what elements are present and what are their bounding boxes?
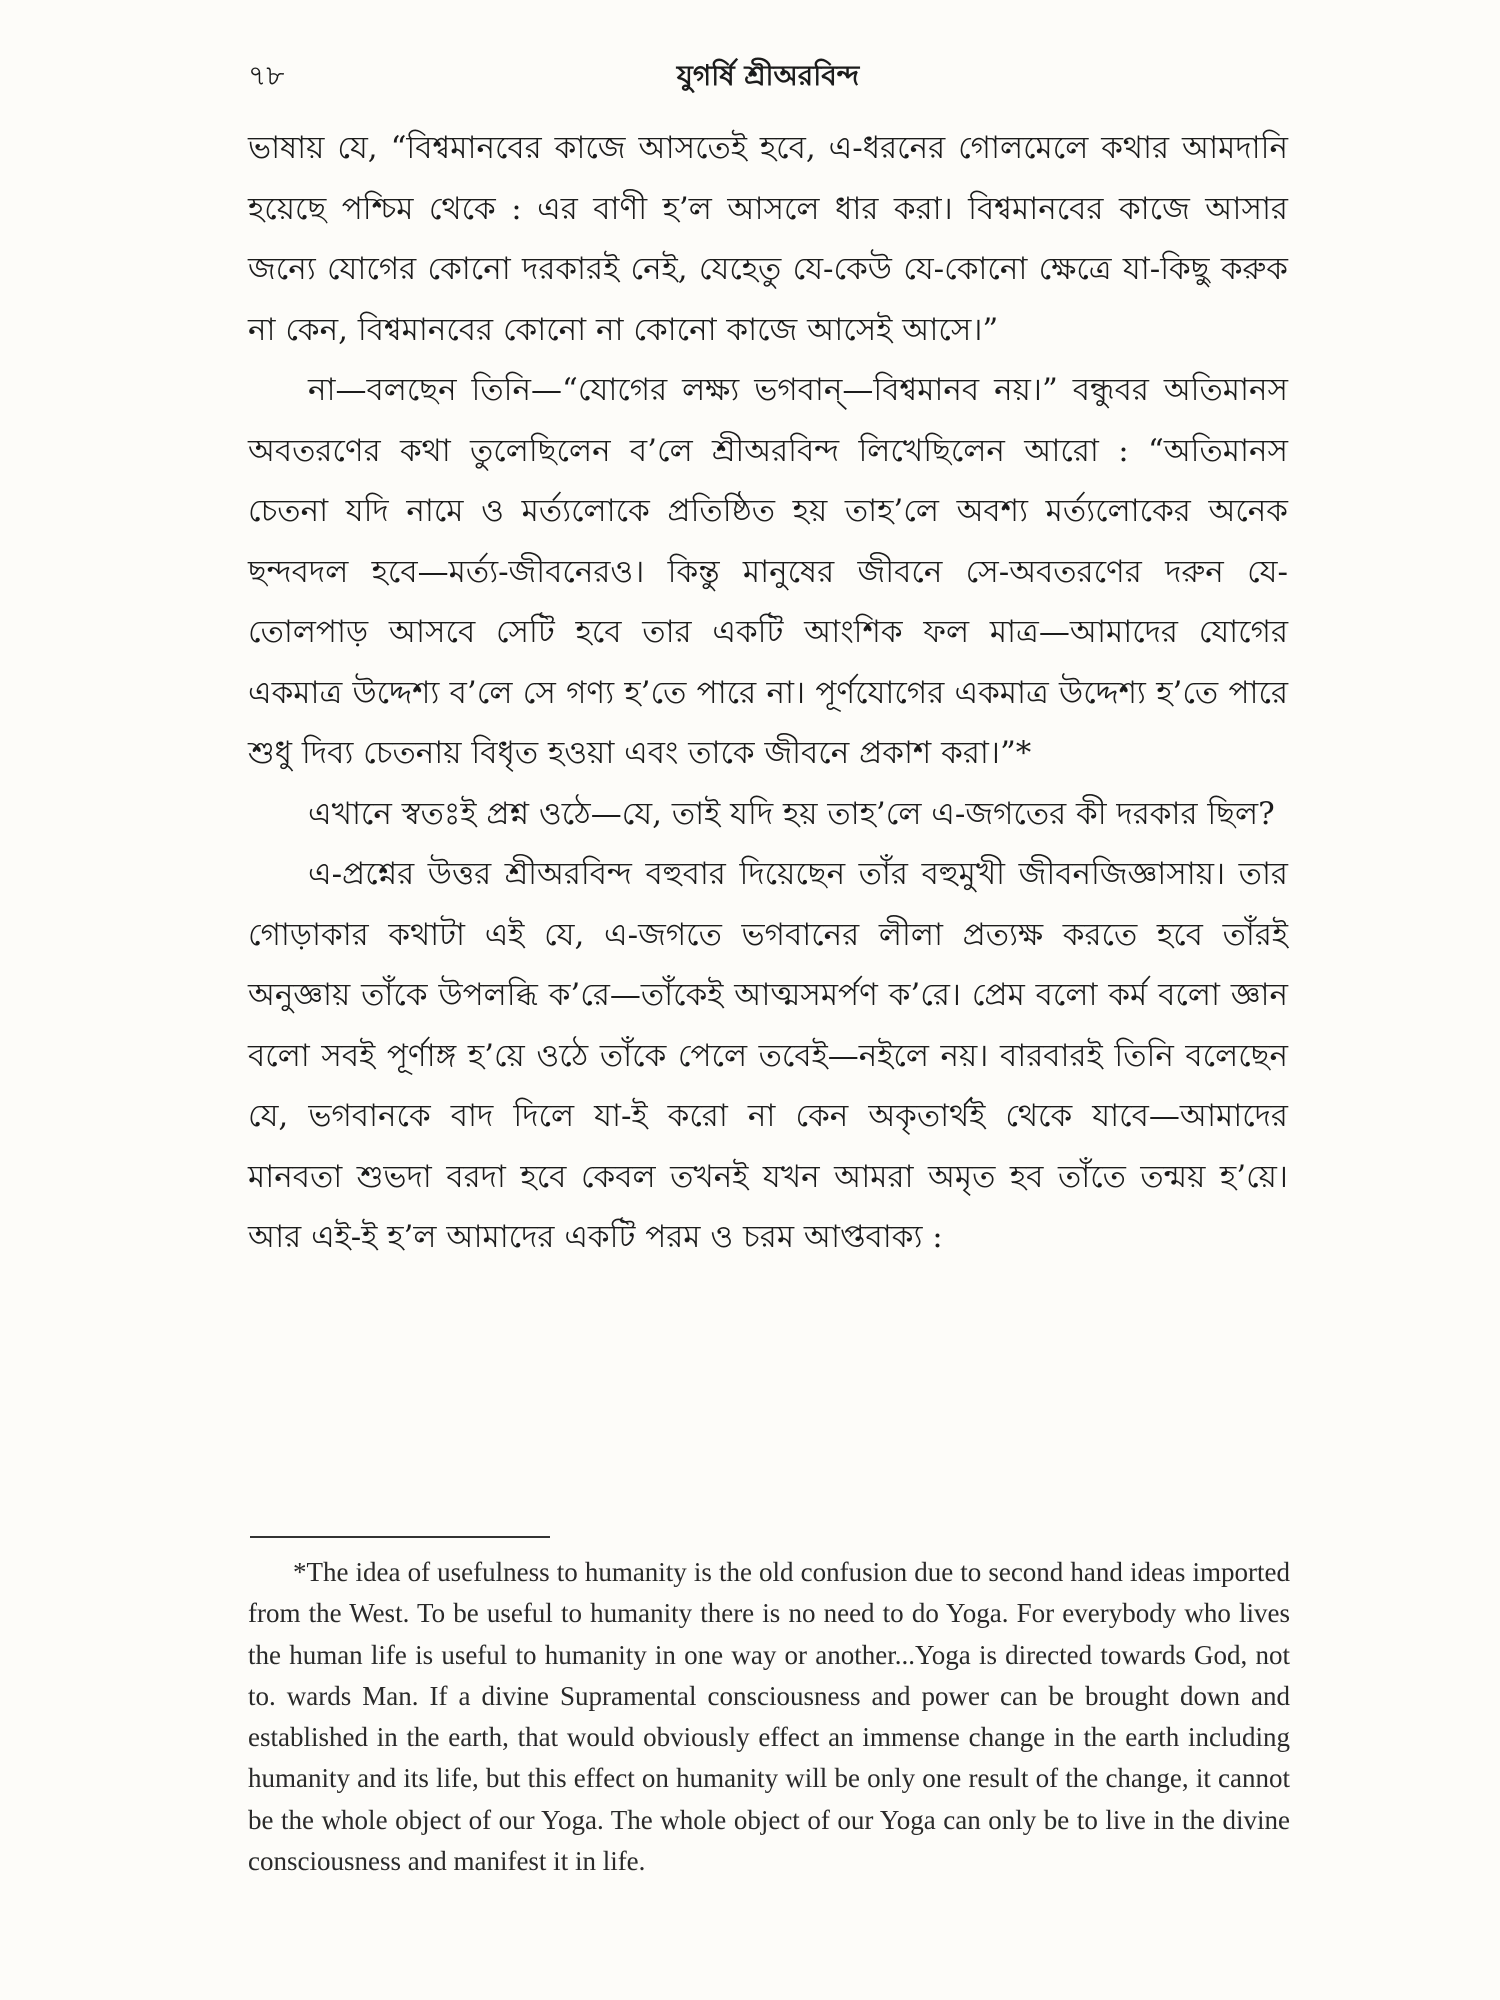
paragraph-3: এখানে স্বতঃই প্রশ্ন ওঠে—যে, তাই যদি হয় তাহ’লে এ-জগতের কী দরকার ছিল? (308, 795, 1275, 832)
page-number: ৭৮ (248, 59, 285, 92)
main-text (248, 118, 1288, 1268)
running-title: যুগর্ষি শ্রীঅরবিন্দ (676, 59, 860, 92)
paragraph-4: এ-প্রশ্নের উত্তর শ্রীঅরবিন্দ বহুবার দিয়েছেন তাঁর বহুমুখী জীবনজিজ্ঞাসায়। তার গোড়াকার কথাটা এই যে, এ-জগতে ভগবানের লীলা প্রত্যক্ষ করতে হবে তাঁরই অনুজ্ঞায় তাঁকে উপলব্ধি ক’রে—তাঁকেই আত্মসমর্পণ ক’রে। প্রেম বলো কর্ম বলো জ্ঞান বলো সবই পূর্ণাঙ্গ হ’য়ে ওঠে তাঁকে পেলে তবেই—নইলে নয়। বারবারই তিনি বলেছেন যে, ভগবানকে বাদ দিলে যা-ই করো না কেন অকৃতার্থই থেকে যাবে—আমাদের মানবতা শুভদা বরদা হবে কেবল তখনই যখন আমরা অমৃত হব তাঁতে তন্ময় হ’য়ে। আর এই-ই হ’ল আমাদের একটি পরম ও চরম আপ্তবাক্য : (248, 856, 1288, 1255)
paragraph-1: ভাষায় যে, “বিশ্বমানবের কাজে আসতেই হবে, এ-ধরনের গোলমেলে কথার আমদানি হয়েছে পশ্চিম থেকে : এর বাণী হ’ল আসলে ধার করা। বিশ্বমানবের কাজে আসার জন্যে যোগের কোনো দরকারই নেই, যেহেতু যে-কেউ যে-কোনো ক্ষেত্রে যা-কিছু করুক না কেন, বিশ্বমানবের কোনো না কোনো কাজে আসেই আসে।” (248, 130, 1288, 348)
page-header (248, 50, 1288, 100)
footnote-rule (250, 1536, 550, 1538)
footnote (248, 1552, 1290, 1882)
paragraph-2: না—বলছেন তিনি—“যোগের লক্ষ্য ভগবান্—বিশ্বমানব নয়।” বন্ধুবর অতিমানস অবতরণের কথা তুলেছিলেন ব’লে শ্রীঅরবিন্দ লিখেছিলেন আরো : “অতিমানস চেতনা যদি নামে ও মর্ত্যলোকে প্রতিষ্ঠিত হয় তাহ’লে অবশ্য মর্ত্যলোকের অনেক ছন্দবদল হবে—মর্ত্য-জীবনেরও। কিন্তু মানুষের জীবনে সে-অবতরণের দরুন যে-তোলপাড় আসবে সেটি হবে তার একটি আংশিক ফল মাত্র—আমাদের যোগের একমাত্র উদ্দেশ্য ব’লে সে গণ্য হ’তে পারে না। পূর্ণযোগের একমাত্র উদ্দেশ্য হ’তে পারে শুধু দিব্য চেতনায় বিধৃত হওয়া এবং তাকে জীবনে প্রকাশ করা।”* (248, 372, 1288, 771)
footnote-text: *The idea of usefulness to humanity is the old confusion due to second hand ideas imported from the West. To be useful to humanity there is no need to do Yoga. For everybody who lives the human life is useful to humanity in one way or another...Yoga is directed towards God, not to. wards Man. If a divine Supramental consciousness and power can be brought down and established in the earth, that would obviously effect an immense change in the earth including humanity and its life, but this effect on humanity will be only one result of the change, it cannot be the whole object of our Yoga. The whole object of our Yoga can only be to live in the divine consciousness and manifest it in life. (248, 1557, 1290, 1877)
